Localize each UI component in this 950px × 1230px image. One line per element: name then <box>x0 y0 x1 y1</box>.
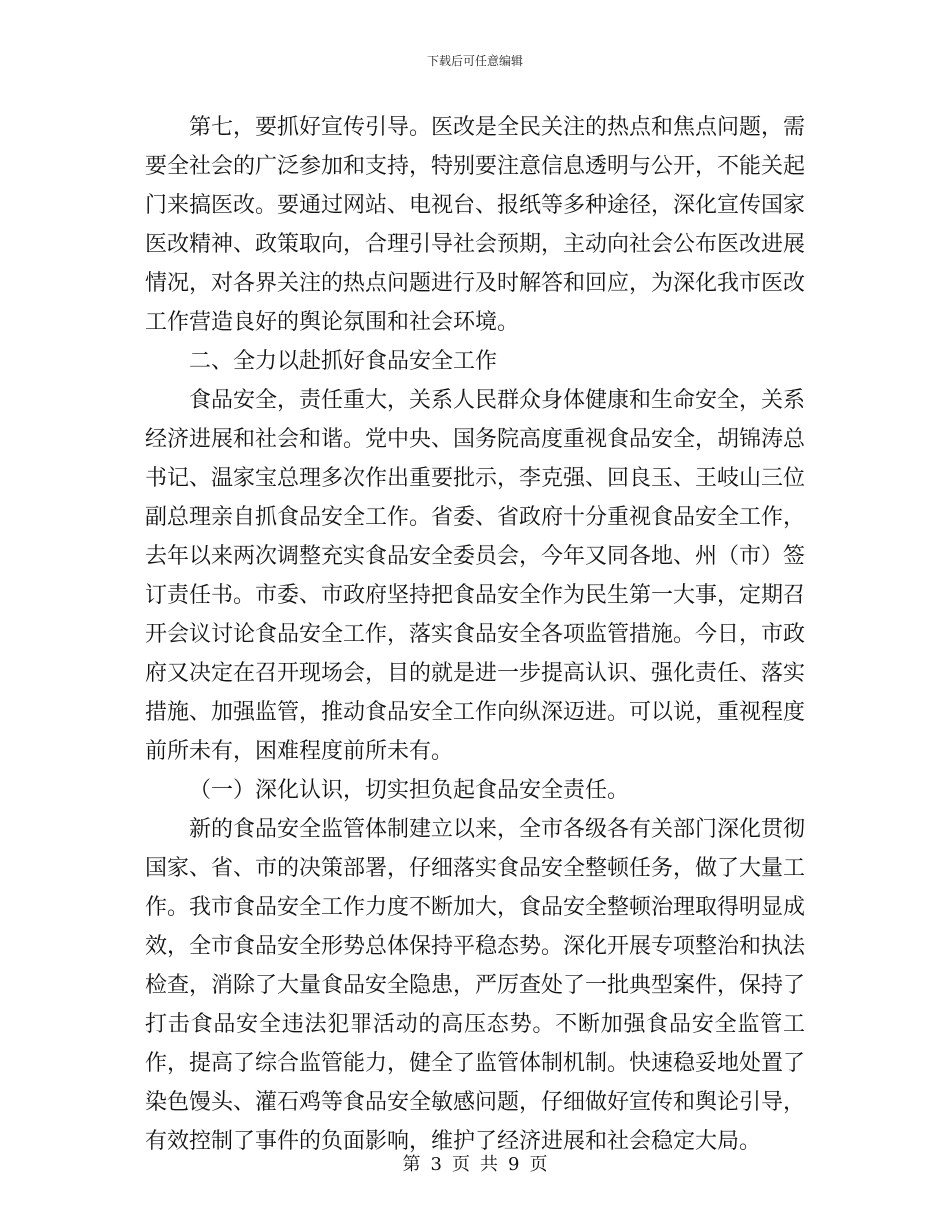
paragraph-supervision-achievements: 新的食品安全监管体制建立以来，全市各级各有关部门深化贯彻国家、省、市的决策部署，仔细落实食品安全整顿任务，做了大量工作。我市食品安全工作力度不断加大，食品安全整顿治理取得明显成效，全市食品安全形势总体保持平稳态势。深化开展专项整治和执法检查，消除了大量食品安全隐患，严厉查处了一批典型案件，保持了打击食品安全违法犯罪活动的高压态势。不断加强食品安全监管工作，提高了综合监管能力，健全了监管体制机制。快速稳妥地处置了染色馒头、灌石鸡等食品安全敏感问题，仔细做好宣传和舆论引导，有效控制了事件的负面影响，维护了经济进展和社会稳定大局。 <box>145 817 806 1154</box>
total-pages: 9 <box>508 1154 520 1175</box>
page-header <box>0 54 950 68</box>
paragraph-food-safety-importance: 食品安全，责任重大，关系人民群众身体健康和生命安全，关系经济进展和社会和谐。党中央、国务院高度重视食品安全，胡锦涛总书记、温家宝总理多次作出重要批示，李克强、回良玉、王岐山三位副总理亲自抓食品安全工作。省委、省政府十分重视食品安全工作，去年以来两次调整充实食品安全委员会，今年又同各地、州（市）签订责任书。市委、市政府坚持把食品安全作为民生第一大事，定期召开会议讨论食品安全工作，落实食品安全各项监管措施。今日，市政府又决定在召开现场会，目的就是进一步提高认识、强化责任、落实措施、加强监管，推动食品安全工作向纵深迈进。可以说，重视程度前所未有，困难程度前所未有。 <box>145 388 806 764</box>
header-text: 下载后可任意编辑 <box>426 54 523 68</box>
page-footer <box>0 1154 950 1176</box>
footer-suffix: 页 <box>529 1154 548 1175</box>
footer-total-label: 共 <box>480 1154 498 1175</box>
paragraph-publicity: 第七，要抓好宣传引导。医改是全民关注的热点和焦点问题，需要全社会的广泛参加和支持，特别要注意信息透明与公开，不能关起门来搞医改。要通过网站、电视台、报纸等多种途径，深化宣传国家医改精神、政策取向，合理引导社会预期，主动向社会公布医改进展情况，对各界关注的热点问题进行及时解答和回应，为深化我市医改工作营造良好的舆论氛围和社会环境。 <box>145 115 806 335</box>
section-heading-food-safety: 二、全力以赴抓好食品安全工作 <box>189 349 498 374</box>
page-number: 3 <box>430 1154 442 1175</box>
footer-page-label: 页 <box>452 1154 470 1175</box>
document-body <box>145 108 805 1161</box>
footer-prefix: 第 <box>402 1154 421 1175</box>
subsection-heading-1: （一）深化认识，切实担负起食品安全责任。 <box>189 778 630 803</box>
